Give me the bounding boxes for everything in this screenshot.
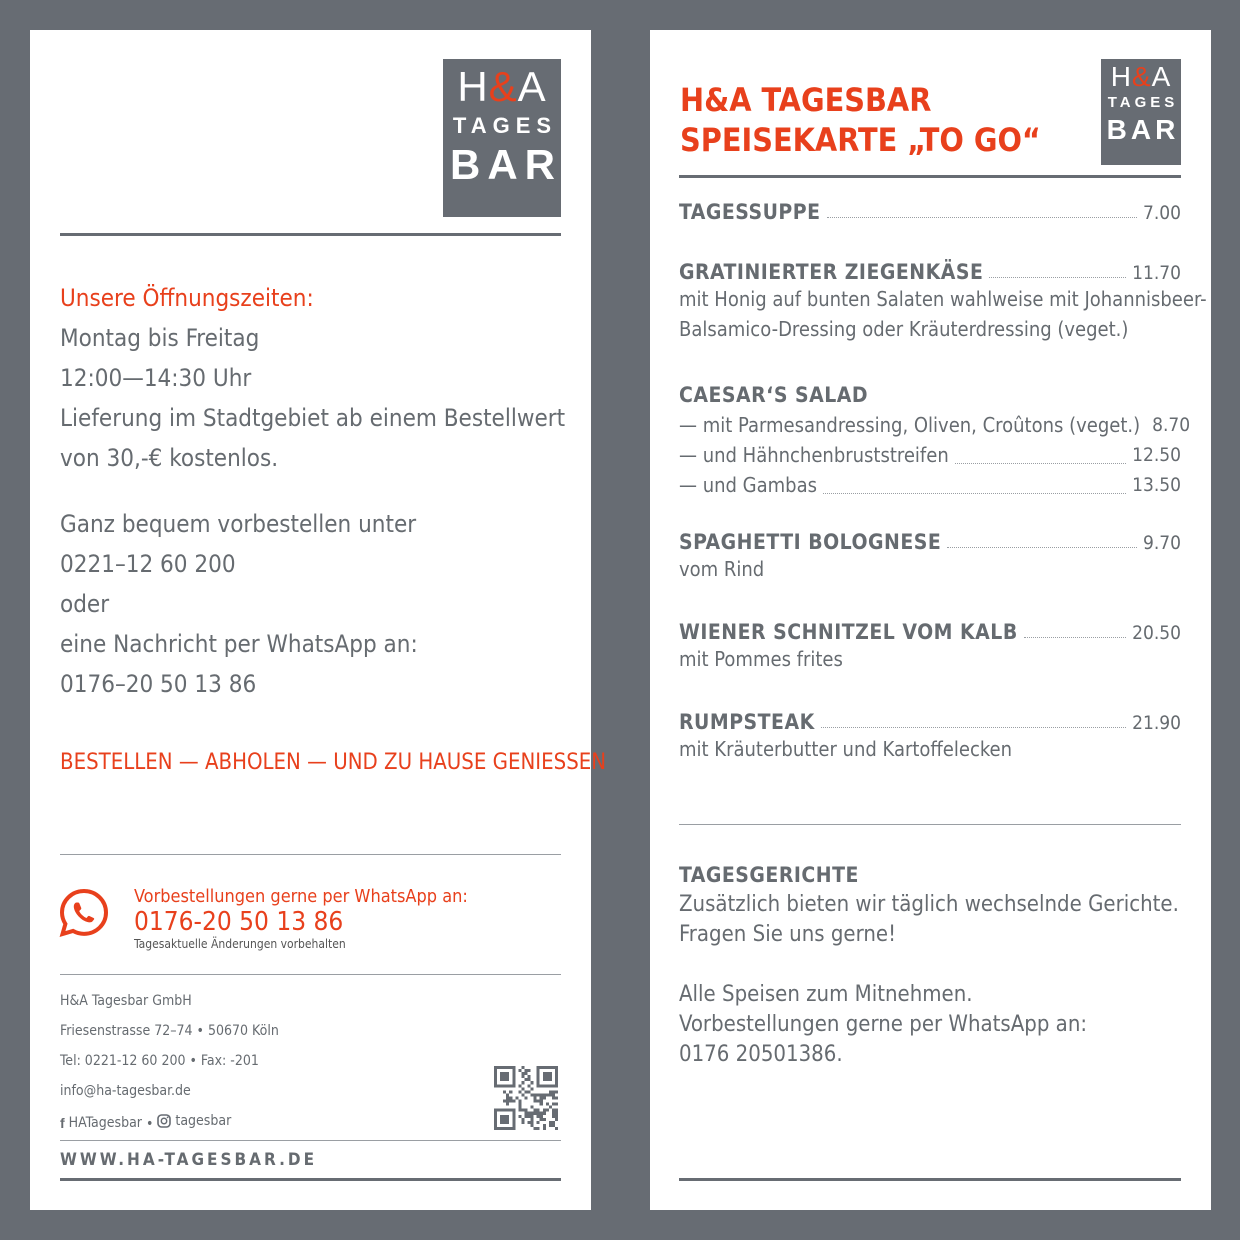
dot-leader — [827, 217, 1137, 218]
daily-line: Vorbestellungen gerne per WhatsApp an: — [679, 1012, 1088, 1037]
order-line: oder — [60, 590, 110, 618]
order-line: eine Nachricht per WhatsApp an: — [60, 630, 418, 658]
qr-code[interactable] — [494, 1066, 558, 1130]
daily-line: Fragen Sie uns gerne! — [679, 922, 897, 947]
item-name: CAESAR‘S SALAD — [679, 383, 869, 407]
item-description: mit Pommes frites — [679, 647, 843, 671]
item-name: GRATINIERTER ZIEGENKÄSE — [679, 260, 984, 284]
whatsapp-number[interactable]: 0176 20501386. — [679, 1042, 843, 1067]
menu-title — [680, 80, 1041, 160]
menu-item-spaghetti — [679, 530, 1181, 584]
dot-leader — [823, 493, 1126, 494]
company-name: H&A Tagesbar GmbH — [60, 993, 192, 1009]
menu-row — [679, 200, 1181, 224]
whatsapp-icon[interactable] — [58, 887, 110, 939]
menu-row — [679, 260, 1181, 284]
dot-leader — [955, 463, 1126, 464]
menu-option-row — [679, 440, 1181, 470]
option-price: 8.70 — [1152, 414, 1191, 436]
spacer — [679, 950, 1181, 980]
item-description: vom Rind — [679, 557, 765, 581]
social-links — [60, 1106, 279, 1139]
whatsapp-block — [134, 886, 468, 951]
company-email[interactable]: info@ha-tagesbar.de — [60, 1083, 191, 1099]
instagram-icon — [157, 1114, 171, 1128]
hours-line: Montag bis Freitag — [60, 324, 260, 352]
company-phone[interactable]: Tel: 0221-12 60 200 • Fax: -201 — [60, 1053, 259, 1069]
logo-line-2: TAGES — [1107, 94, 1179, 111]
menu-item-soup — [679, 200, 1181, 224]
whatsapp-note: Tagesaktuelle Änderungen vorbehalten — [134, 937, 346, 951]
logo-line-3: BAR — [1106, 114, 1180, 145]
slogan: BESTELLEN — ABHOLEN — UND ZU HAUSE GENIESSEN — [60, 750, 607, 775]
hours-line: 12:00—14:30 Uhr — [60, 364, 252, 392]
whatsapp-label: Vorbestellungen gerne per WhatsApp an: — [134, 886, 468, 907]
facebook-icon: f — [60, 1115, 65, 1131]
menu-item-rumpsteak — [679, 710, 1181, 764]
divider — [679, 175, 1181, 178]
website-link[interactable]: WWW.HA-TAGESBAR.DE — [60, 1150, 318, 1170]
divider — [60, 854, 561, 855]
whatsapp-number[interactable]: 0176–20 50 13 86 — [60, 670, 257, 698]
item-name: RUMPSTEAK — [679, 710, 815, 734]
phone-number[interactable]: 0221–12 60 200 — [60, 550, 236, 578]
menu-option-row — [679, 470, 1181, 500]
separator: • — [145, 1116, 154, 1132]
opening-hours — [60, 278, 566, 478]
brand-logo-small — [1101, 59, 1181, 165]
menu-item-schnitzel — [679, 620, 1181, 674]
divider — [60, 1178, 561, 1181]
item-description: Balsamico-Dressing oder Kräuterdressing (veget.) — [679, 317, 1129, 341]
item-description: mit Kräuterbutter und Kartoffelecken — [679, 737, 1013, 761]
facebook-link[interactable]: f HATagesbar — [60, 1108, 142, 1138]
daily-line: Alle Speisen zum Mitnehmen. — [679, 982, 973, 1007]
item-price: 21.90 — [1132, 712, 1181, 734]
logo-line-1: H&A — [1110, 61, 1172, 92]
brand-logo — [443, 59, 561, 217]
menu-item-caesar — [679, 380, 1191, 500]
item-name: TAGESSUPPE — [679, 200, 821, 224]
divider — [679, 824, 1181, 825]
item-description: mit Honig auf bunten Salaten wahlweise mit Johannisbeer- — [679, 287, 1207, 311]
logo-line-1: H&A — [457, 63, 547, 110]
option-price: 13.50 — [1132, 474, 1181, 496]
menu-row — [679, 710, 1181, 734]
option-name: — und Gambas — [679, 473, 817, 497]
item-price: 20.50 — [1132, 622, 1181, 644]
item-name: SPAGHETTI BOLOGNESE — [679, 530, 942, 554]
dot-leader — [1024, 637, 1126, 638]
title-line-2: SPEISEKARTE „TO GO“ — [680, 121, 1041, 159]
hours-line: von 30,-€ kostenlos. — [60, 444, 279, 472]
order-line: Ganz bequem vorbestellen unter — [60, 510, 417, 538]
instagram-link[interactable]: tagesbar — [157, 1106, 231, 1136]
logo-line-3: BAR — [450, 141, 562, 188]
dot-leader — [989, 277, 1126, 278]
item-price: 9.70 — [1142, 532, 1181, 554]
hours-line: Lieferung im Stadtgebiet ab einem Bestellwert — [60, 404, 566, 432]
right-panel — [650, 30, 1211, 1210]
menu-item-goat-cheese — [679, 260, 1207, 344]
option-name: — mit Parmesandressing, Oliven, Croûtons (veget.) — [679, 413, 1141, 437]
menu-row — [679, 530, 1181, 554]
daily-line: Zusätzlich bieten wir täglich wechselnde Gerichte. — [679, 892, 1179, 917]
menu-row — [679, 620, 1181, 644]
dot-leader — [821, 727, 1126, 728]
option-price: 12.50 — [1132, 444, 1181, 466]
dot-leader — [947, 547, 1137, 548]
left-panel — [30, 30, 607, 1210]
divider — [60, 974, 561, 975]
item-price: 7.00 — [1142, 202, 1181, 224]
daily-specials — [679, 860, 1181, 1070]
order-info — [60, 504, 560, 704]
hours-heading: Unsere Öffnungszeiten: — [60, 284, 314, 312]
title-line-1: H&A TAGESBAR — [680, 81, 932, 119]
daily-heading: TAGESGERICHTE — [679, 863, 859, 887]
item-name: WIENER SCHNITZEL VOM KALB — [679, 620, 1018, 644]
divider — [60, 1140, 561, 1141]
company-address: Friesenstrasse 72–74 • 50670 Köln — [60, 1023, 279, 1039]
menu-option-row — [679, 410, 1191, 440]
whatsapp-number[interactable]: 0176-20 50 13 86 — [134, 907, 344, 937]
option-name: — und Hähnchenbruststreifen — [679, 443, 949, 467]
company-info — [60, 986, 279, 1139]
divider — [679, 1178, 1181, 1181]
logo-line-2: TAGES — [452, 113, 558, 138]
item-price: 11.70 — [1132, 262, 1181, 284]
divider — [60, 233, 561, 236]
